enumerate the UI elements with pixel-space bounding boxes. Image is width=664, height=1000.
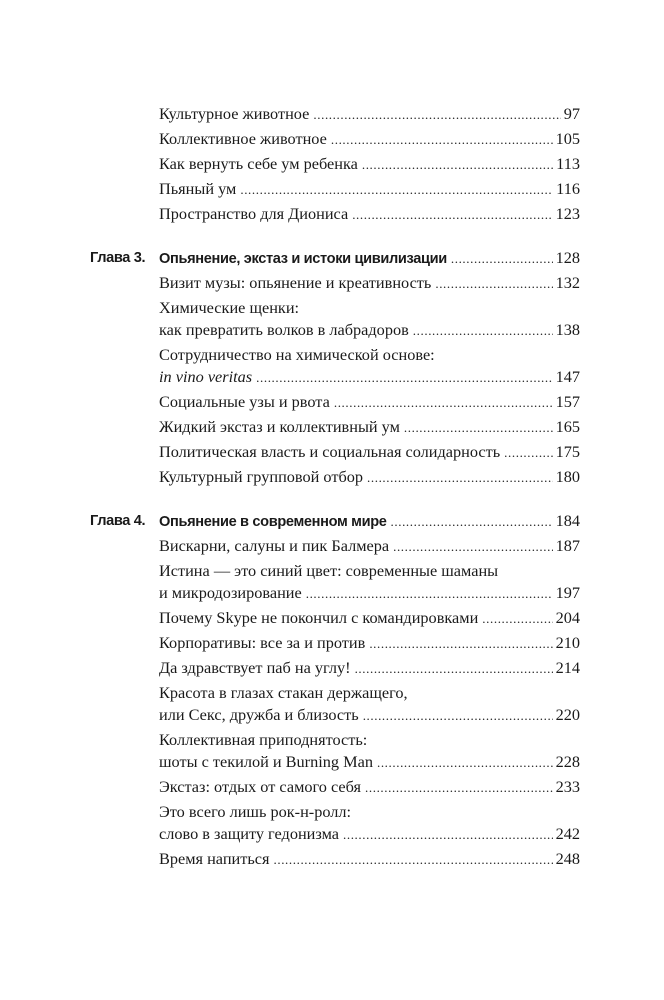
toc-entry[interactable] [159, 682, 580, 726]
chapter-section [0, 247, 664, 488]
entry-line [159, 560, 580, 582]
toc-entry[interactable] [159, 535, 580, 557]
table-of-contents [0, 103, 664, 873]
toc-entry[interactable] [159, 607, 580, 629]
toc-entry[interactable] [159, 441, 580, 463]
entry-title: Почему Skype не покончил с командировками [159, 608, 479, 627]
dot-leader [355, 658, 553, 680]
dot-leader [274, 849, 553, 871]
entry-title: Вискарни, салуны и пик Балмера [159, 536, 390, 555]
entry-line [159, 416, 580, 438]
entry-line [159, 535, 580, 557]
toc-entry[interactable] [159, 344, 580, 388]
toc-entry[interactable] [159, 103, 580, 125]
entry-line [159, 632, 580, 654]
entry-page-number: 187 [555, 536, 580, 555]
dot-leader [331, 129, 553, 151]
entry-line [159, 203, 580, 225]
chapter-section [0, 103, 664, 225]
entry-page-number: 97 [563, 104, 580, 123]
dot-leader [391, 511, 553, 533]
entry-page-number: 180 [555, 467, 580, 486]
entry-page-number: 228 [555, 752, 580, 771]
entry-title: шоты с текилой и Burning Man [159, 752, 373, 771]
dot-leader [256, 367, 552, 389]
chapter-heading[interactable] [0, 247, 664, 269]
entry-page-number: 248 [555, 849, 580, 868]
entry-title: Визит музы: опьянение и креативность [159, 273, 432, 292]
toc-entry[interactable] [159, 128, 580, 150]
entry-page-number: 233 [555, 777, 580, 796]
toc-entry[interactable] [159, 729, 580, 773]
dot-leader [363, 705, 553, 727]
entry-title: Истина — это синий цвет: современные шаманы [159, 561, 499, 580]
toc-entry[interactable] [159, 657, 580, 679]
dot-leader [504, 442, 552, 464]
chapter-title: Опьянение, экстаз и истоки цивилизации [159, 251, 447, 267]
entry-page-number: 113 [556, 154, 580, 173]
entry-line [159, 776, 580, 798]
entry-title: Коллективная приподнятость: [159, 730, 368, 749]
dot-leader [404, 417, 553, 439]
chapter-line [159, 247, 580, 269]
entry-page-number: 157 [555, 392, 580, 411]
entry-title: Жидкий экстаз и коллективный ум [159, 417, 400, 436]
entry-title: Корпоративы: все за и против [159, 633, 366, 652]
toc-entry[interactable] [159, 632, 580, 654]
entry-page-number: 220 [555, 705, 580, 724]
entry-title: слово в защиту гедонизма [159, 824, 339, 843]
entry-page-number: 214 [555, 658, 580, 677]
dot-leader [393, 536, 552, 558]
dot-leader [334, 392, 553, 414]
entry-title: и микродозирование [159, 583, 302, 602]
entry-line [159, 103, 580, 125]
toc-entry[interactable] [159, 801, 580, 845]
entry-title: Пространство для Диониса [159, 204, 349, 223]
entry-title: Социальные узы и рвота [159, 392, 330, 411]
entry-title: Политическая власть и социальная солидарность [159, 442, 501, 461]
entry-page-number: 138 [555, 320, 580, 339]
entry-line [159, 319, 580, 341]
dot-leader [451, 248, 553, 270]
entry-page-number: 132 [555, 273, 580, 292]
dot-leader [435, 273, 552, 295]
toc-entry[interactable] [159, 416, 580, 438]
dot-leader [413, 320, 553, 342]
chapter-label: Глава 3. [90, 250, 146, 266]
entry-line [159, 657, 580, 679]
entry-line [159, 128, 580, 150]
entry-title: Да здравствует паб на углу! [159, 658, 351, 677]
entry-title: Это всего лишь рок-н-ролл: [159, 802, 352, 821]
entry-title: как превратить волков в лабрадоров [159, 320, 409, 339]
entry-line [159, 607, 580, 629]
entry-line [159, 344, 580, 366]
toc-entry[interactable] [159, 153, 580, 175]
entry-line [159, 466, 580, 488]
entry-line [159, 801, 580, 823]
chapter-line [159, 510, 580, 532]
entry-title: Коллективное животное [159, 129, 327, 148]
dot-leader [352, 204, 552, 226]
dot-leader [313, 104, 560, 126]
entry-page-number: 197 [555, 583, 580, 602]
entry-page-number: 210 [555, 633, 580, 652]
entry-line [159, 366, 580, 388]
entry-line [159, 391, 580, 413]
entry-title: Пьяный ум [159, 179, 237, 198]
entry-page-number: 204 [555, 608, 580, 627]
dot-leader [367, 467, 553, 489]
toc-entry[interactable] [159, 466, 580, 488]
toc-entry[interactable] [159, 776, 580, 798]
entry-title: Экстаз: отдых от самого себя [159, 777, 362, 796]
entry-line [159, 704, 580, 726]
dot-leader [306, 583, 553, 605]
entry-line [159, 153, 580, 175]
entry-page-number: 175 [555, 442, 580, 461]
entry-title: Культурный групповой отбор [159, 467, 364, 486]
entry-page-number: 116 [556, 179, 580, 198]
toc-entry[interactable] [159, 297, 580, 341]
toc-entry[interactable] [159, 272, 580, 294]
chapter-heading[interactable] [0, 510, 664, 532]
entry-title: Время напиться [159, 849, 270, 868]
entry-line [159, 823, 580, 845]
entry-line [159, 178, 580, 200]
entry-line [159, 272, 580, 294]
toc-entry[interactable] [159, 560, 580, 604]
entry-line [159, 729, 580, 751]
dot-leader [365, 777, 553, 799]
toc-entry[interactable] [159, 848, 580, 870]
dot-leader [362, 154, 553, 176]
entry-line [159, 297, 580, 319]
entry-line [159, 848, 580, 870]
chapter-title: Опьянение в современном мире [159, 514, 387, 530]
entry-title: Как вернуть себе ум ребенка [159, 154, 358, 173]
toc-entry[interactable] [159, 203, 580, 225]
entry-title: in vino veritas [159, 367, 253, 386]
entry-page-number: 242 [555, 824, 580, 843]
entry-page-number: 105 [555, 129, 580, 148]
chapter-page-number: 128 [555, 248, 580, 267]
dot-leader [240, 179, 553, 201]
entry-line [159, 582, 580, 604]
toc-entry[interactable] [159, 391, 580, 413]
chapter-section [0, 510, 664, 870]
dot-leader [343, 824, 553, 846]
toc-entry[interactable] [159, 178, 580, 200]
dot-leader [482, 608, 552, 630]
entry-title: Красота в глазах стакан держащего, [159, 683, 408, 702]
dot-leader [369, 633, 552, 655]
entry-title: Культурное животное [159, 104, 310, 123]
chapter-page-number: 184 [555, 511, 580, 530]
entry-title: или Секс, дружба и близость [159, 705, 359, 724]
entry-line [159, 441, 580, 463]
entry-line [159, 751, 580, 773]
entry-page-number: 165 [555, 417, 580, 436]
entry-title: Химические щенки: [159, 298, 300, 317]
entry-page-number: 123 [555, 204, 580, 223]
entry-line [159, 682, 580, 704]
chapter-label: Глава 4. [90, 513, 146, 529]
dot-leader [377, 752, 553, 774]
entry-title: Сотрудничество на химической основе: [159, 345, 435, 364]
entry-page-number: 147 [555, 367, 580, 386]
